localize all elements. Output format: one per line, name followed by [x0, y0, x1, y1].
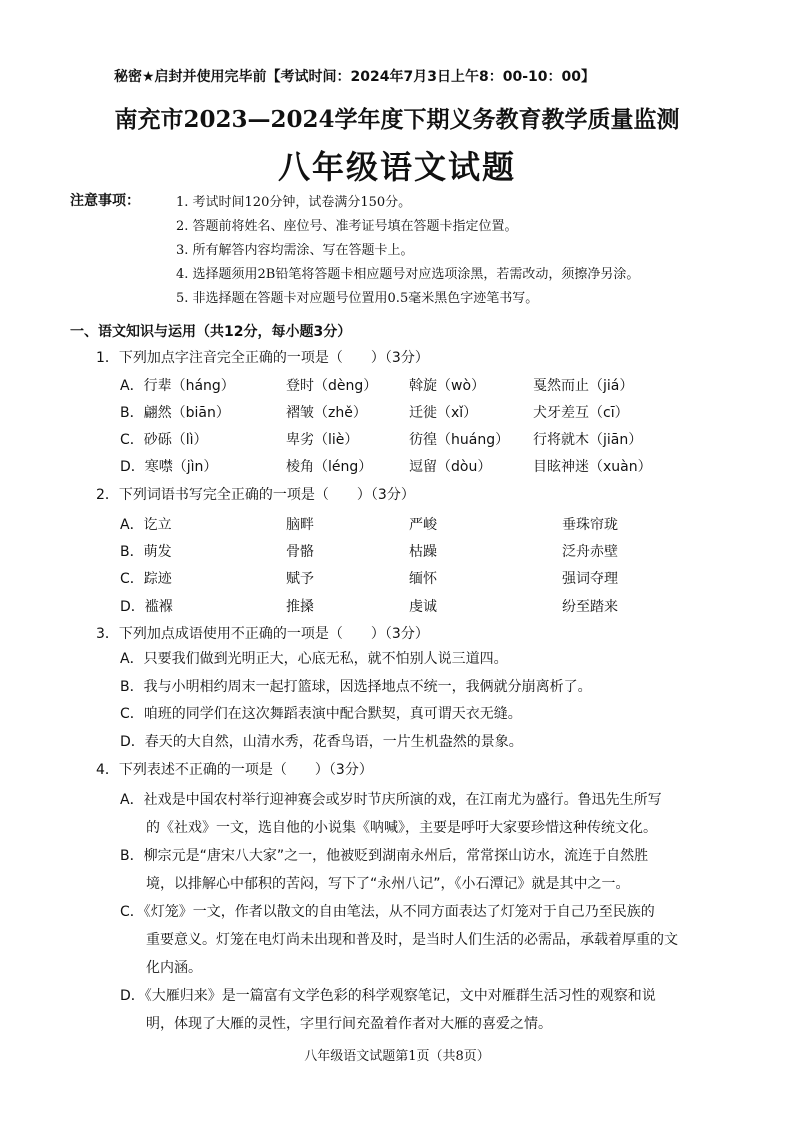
option-cell: 缅怀 — [409, 571, 437, 587]
option-cell: 登时（dèng） — [286, 378, 378, 394]
option-cell: C．踪迹 — [120, 571, 172, 587]
note-item: 2. 答题前将姓名、座位号、准考证号填在答题卡指定位置。 — [176, 219, 518, 234]
question-4-stem: 4．下列表述不正确的一项是（ ）（3分） — [96, 762, 373, 778]
option-cell: 戛然而止（jiá） — [533, 378, 634, 394]
option-cell: 脑畔 — [286, 517, 314, 533]
option-line: 明，体现了大雁的灵性，字里行间充盈着作者对大雁的喜爱之情。 — [146, 1016, 552, 1032]
section-heading: 一、语文知识与运用（共12分，每小题3分） — [70, 324, 352, 340]
option-cell: 彷徨（huáng） — [409, 432, 510, 448]
note-item: 5. 非选择题在答题卡对应题号位置用0.5毫米黑色字迹笔书写。 — [176, 291, 539, 306]
option-cell: 虔诚 — [409, 599, 437, 615]
option-line: 化内涵。 — [146, 960, 202, 976]
option-cell: 迁徙（xǐ） — [409, 405, 478, 421]
note-item: 3. 所有解答内容均需涂、写在答题卡上。 — [176, 243, 414, 258]
option-cell: D．褴褓 — [120, 599, 173, 615]
option-cell: C．砂砾（lì） — [120, 432, 208, 448]
option-cell: 犬牙差互（cī） — [533, 405, 629, 421]
option-cell: A．讫立 — [120, 517, 172, 533]
option-cell: B．萌发 — [120, 544, 172, 560]
option-cell: 行将就木（jiān） — [533, 432, 643, 448]
option-line: 境，以排解心中郁积的苦闷，写下了“永州八记”，《小石潭记》就是其中之一。 — [146, 876, 630, 892]
option-line: C．咱班的同学们在这次舞蹈表演中配合默契，真可谓天衣无缝。 — [120, 706, 522, 722]
question-3-stem: 3．下列加点成语使用不正确的一项是（ ）（3分） — [96, 626, 429, 642]
option-cell: 目眩神迷（xuàn） — [533, 459, 652, 475]
option-cell: 推搡 — [286, 599, 314, 615]
page-footer: 八年级语文试题第1页（共8页） — [304, 1049, 490, 1064]
option-line: 重要意义。灯笼在电灯尚未出现和普及时，是当时人们生活的必需品，承载着厚重的文 — [146, 932, 678, 948]
option-cell: 强词夺理 — [562, 571, 618, 587]
option-line: B．柳宗元是“唐宋八大家”之一，他被贬到湖南永州后，常常探山访水，流连于自然胜 — [120, 848, 649, 864]
option-line: A．只要我们做到光明正大，心底无私，就不怕别人说三道四。 — [120, 651, 508, 667]
notes-label: 注意事项： — [70, 193, 140, 209]
exam-subtitle: 八年级语文试题 — [277, 148, 516, 186]
option-cell: 卑劣（liè） — [286, 432, 359, 448]
note-item: 4. 选择题须用2B铅笔将答题卡相应题号对应选项涂黑，若需改动，须擦净另涂。 — [176, 267, 640, 282]
option-line: 的《社戏》一文，选自他的小说集《呐喊》，主要是呼吁大家要珍惜这种传统文化。 — [146, 820, 657, 836]
option-line: D．春天的大自然，山清水秀，花香鸟语，一片生机盎然的景象。 — [120, 734, 523, 750]
option-cell: 棱角（léng） — [286, 459, 373, 475]
option-cell: 泛舟赤壁 — [562, 544, 618, 560]
option-cell: 枯躁 — [409, 544, 437, 560]
option-cell: 褶皱（zhě） — [286, 405, 367, 421]
exam-time-notice: 秘密★启封并使用完毕前【考试时间：2024年7月3日上午8：00-10：00】 — [114, 69, 595, 85]
option-cell: 赋予 — [286, 571, 314, 587]
option-cell: 垂珠帘珑 — [562, 517, 618, 533]
option-line: D．《大雁归来》是一篇富有文学色彩的科学观察笔记，文中对雁群生活习性的观察和说 — [120, 988, 656, 1004]
note-item: 1. 考试时间120分钟，试卷满分150分。 — [176, 195, 412, 210]
option-line: C．《灯笼》一文，作者以散文的自由笔法，从不同方面表达了灯笼对于自己乃至民族的 — [120, 904, 655, 920]
option-cell: 严峻 — [409, 517, 437, 533]
option-cell: B．翩然（biān） — [120, 405, 230, 421]
option-cell: 斡旋（wò） — [409, 378, 486, 394]
exam-title: 南充市2023—2024学年度下期义务教育教学质量监测 — [114, 106, 680, 133]
option-line: A．社戏是中国农村举行迎神赛会或岁时节庆所演的戏，在江南尤为盛行。鲁迅先生所写 — [120, 792, 662, 808]
option-cell: 骨骼 — [286, 544, 314, 560]
question-2-stem: 2．下列词语书写完全正确的一项是（ ）（3分） — [96, 487, 415, 503]
option-line: B．我与小明相约周末一起打篮球，因选择地点不统一，我俩就分崩离析了。 — [120, 679, 592, 695]
option-cell: 纷至踏来 — [562, 599, 618, 615]
option-cell: 逗留（dòu） — [409, 459, 492, 475]
question-1-stem: 1．下列加点字注音完全正确的一项是（ ）（3分） — [96, 350, 429, 366]
option-cell: A．行辈（háng） — [120, 378, 235, 394]
option-cell: D．寒噤（jìn） — [120, 459, 218, 475]
